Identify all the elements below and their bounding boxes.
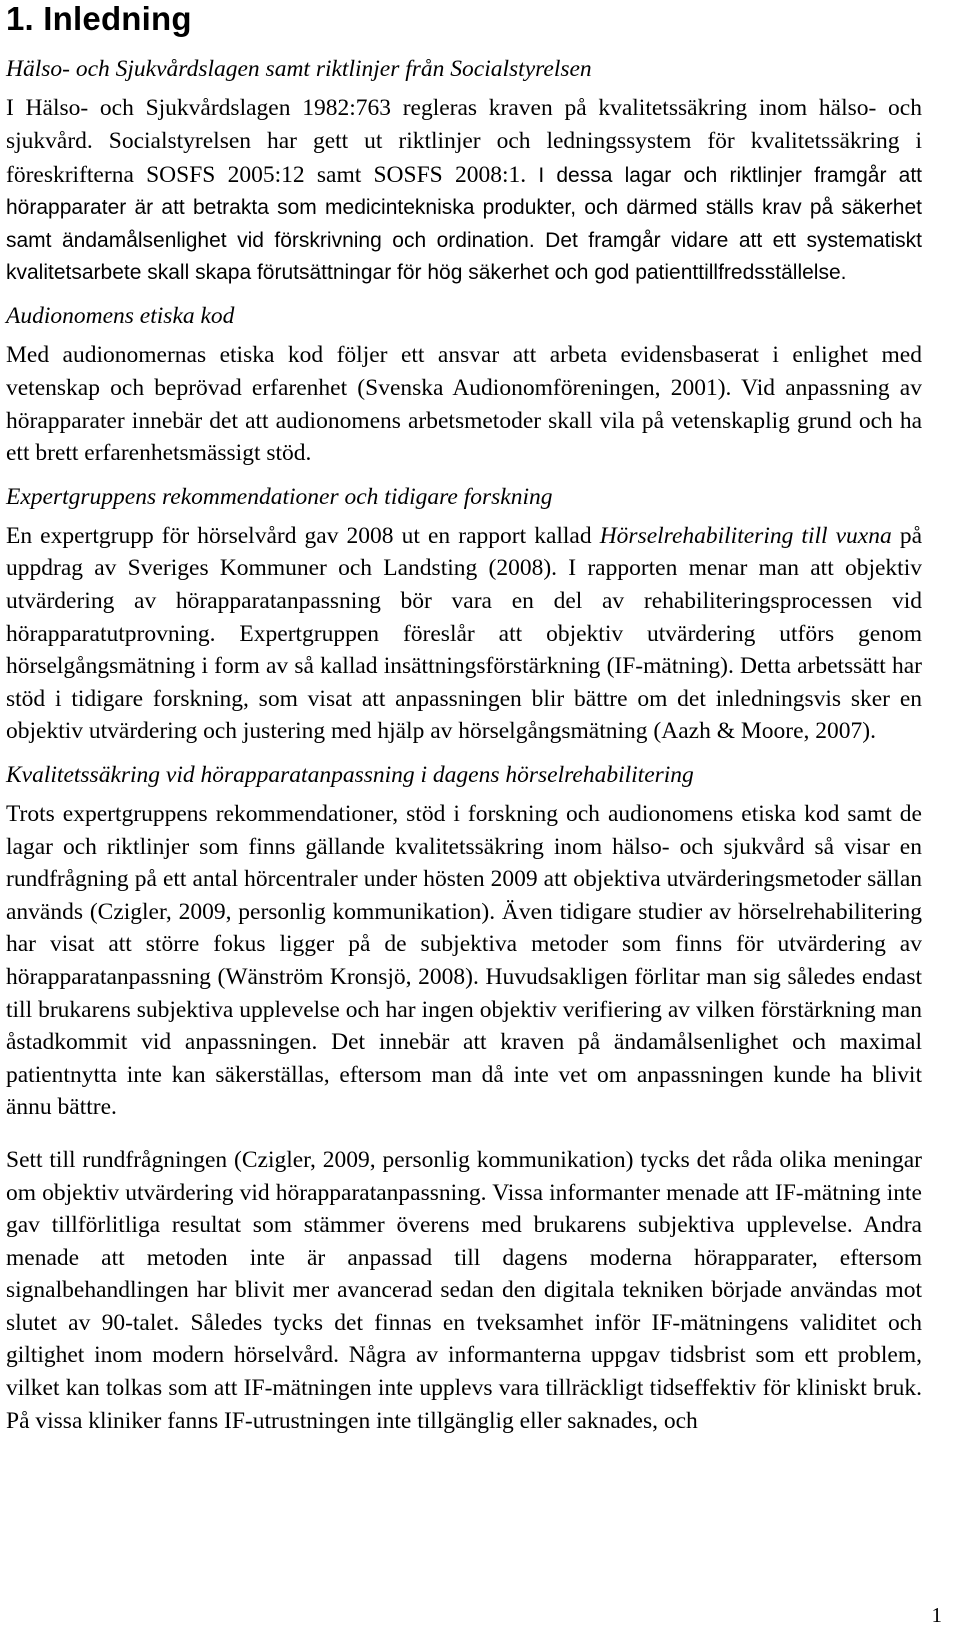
paragraph-ethics: Med audionomernas etiska kod följer ett ansvar att arbeta evidensbaserat i enlighet med vetenskap och beprövad erfarenhet (Svenska Audionomföreningen, 2001). Vid anpassning av hörapparater innebär det att audionomens arbetsmetoder skall vila på vetenskaplig grund och ha ett brett erfarenhetsmässigt stöd.	[6, 342, 922, 467]
page-number: 1	[931, 1603, 942, 1627]
paragraph-expert-lead: En expertgrupp för hörselvård gav 2008 ut en rapport kallad	[6, 522, 600, 549]
paragraph-expert	[6, 520, 922, 748]
report-title: Hörselrehabilitering till vuxna	[599, 522, 892, 549]
paragraph-hsl	[6, 92, 922, 289]
section-heading-ethics: Audionomens etiska kod	[6, 303, 235, 330]
paragraph-quality-2: Sett till rundfrågningen (Czigler, 2009, personlig kommunikation) tycks det råda olika meningar om objektiv utvärdering vid hörapparatanpassning. Vissa informanter menade att IF-mätning inte gav tillförlitliga resultat som stämmer överens med brukarens subjektiva upplevelse. Andra menade att metoden inte är anpassad till dagens moderna hörapparater, eftersom signalbehandlingen har blivit mer avancerad sedan den digitala tekniken började användas mot slutet av 90-talet. Således tycks det finnas en tveksamhet inför IF-mätningens validitet och giltighet inom modern hörselvård. Några av informanterna uppgav tidsbrist som ett problem, vilket kan tolkas som att IF-mätningen inte upplevs vara tillräckligt tidseffektiv för kliniskt bruk. På vissa kliniker fanns IF-utrustningen inte tillgänglig eller saknades, och	[6, 1146, 922, 1434]
paragraph-hsl-rest: I dessa lagar och riktlinjer framgår att hörapparater är att betrakta som medicintekniska produkter, och därmed ställs krav på säkerhet samt ändamålsenlighet vid förskrivning och ordination. Det framgår vidare att ett systematiskt kvalitetsarbete skall skapa förutsättningar för hög säkerhet och god patienttillfredsställelse.	[6, 163, 922, 285]
section-heading-quality: Kvalitetssäkring vid hörapparatanpassning i dagens hörselrehabilitering	[6, 761, 694, 788]
paragraph-expert-rest: på uppdrag av Sveriges Kommuner och Landsting (2008). I rapporten menar man att objektiv utvärdering av hörapparatanpassning bör vara en del av rehabiliteringsprocessen vid hörapparatutprovning. Expertgruppen föreslår att objektiv utvärdering utförs genom hörselgångsmätning i form av så kallad insättningsförstärkning (IF-mätning). Detta arbetssätt har stöd i tidigare forskning, som visat att anpassningen blir bättre om det inledningsvis sker en objektiv utvärdering och justering med hjälp av hörselgångsmätning (Aazh & Moore, 2007).	[6, 522, 922, 745]
section-heading-expert: Expertgruppens rekommendationer och tidigare forskning	[6, 483, 553, 510]
chapter-title: 1. Inledning	[6, 0, 192, 37]
paragraph-quality-1: Trots expertgruppens rekommendationer, stöd i forskning och audionomens etiska kod samt de lagar och riktlinjer som finns gällande kvalitetssäkring inom hälso- och sjukvård så visar en rundfrågning på ett antal hörcentraler under hösten 2009 att objektiva utvärderingsmetoder sällan används (Czigler, 2009, personlig kommunikation). Även tidigare studier av hörselrehabilitering har visat att större fokus ligger på de subjektiva metoder som finns för utvärdering av hörapparatanpassning (Wänström Kronsjö, 2008). Huvudsakligen förlitar man sig således endast till brukarens subjektiva upplevelse och har ingen objektiv verifiering av vilken förstärkning man åstadkommit vid anpassningen. Det innebär att kraven på ändamålsenlighet och maximal patientnytta inte kan säkerställas, eftersom man då inte vet om anpassningen kunde ha blivit ännu bättre.	[6, 800, 922, 1121]
section-heading-hsl: Hälso- och Sjukvårdslagen samt riktlinjer från Socialstyrelsen	[6, 56, 592, 82]
paragraph-hsl-lead: I Hälso- och Sjukvårdslagen 1982:763 regleras kraven på kvalitetssäkring inom hälso- och sjukvård. Socialstyrelsen har gett ut riktlinjer och ledningssystem för kvalitetssäkring i föreskrifterna SOSFS 2005:12 samt SOSFS 2008:1.	[6, 95, 922, 188]
